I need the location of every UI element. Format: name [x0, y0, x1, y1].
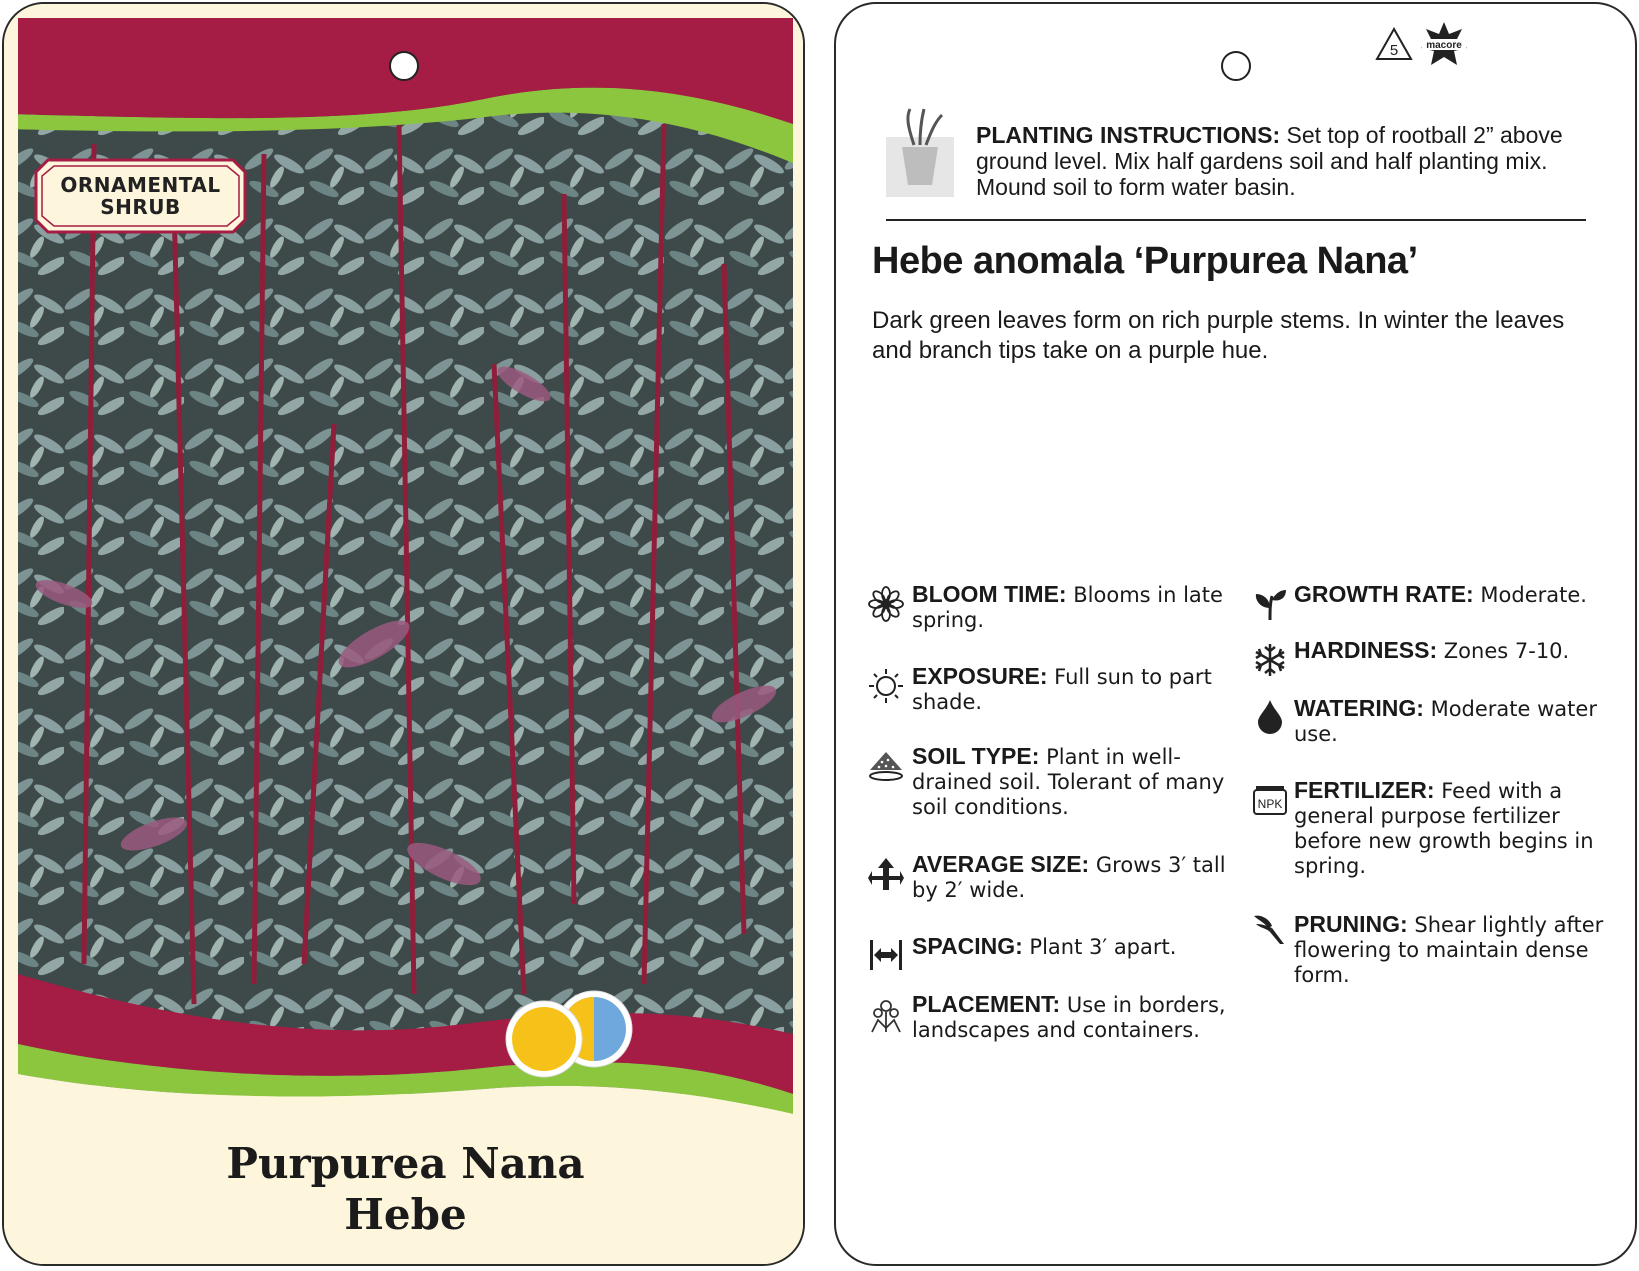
- spacing-attr: SPACING: Plant 3′ apart.: [912, 933, 1177, 959]
- pruners-icon: [1252, 910, 1288, 946]
- flower-icon: [868, 586, 904, 622]
- common-name-line1: Purpurea Nana: [226, 1139, 585, 1188]
- npk-icon: [1252, 780, 1288, 816]
- hang-hole: [389, 51, 419, 81]
- back-tag: [834, 2, 1637, 1266]
- spacing-icon: [868, 936, 904, 972]
- svg-text:NPK: NPK: [1257, 797, 1283, 811]
- watering-attr: WATERING: Moderate water use.: [1294, 695, 1597, 746]
- sun-icon: [868, 668, 904, 704]
- growth-rate-attr: GROWTH RATE: Moderate.: [1294, 581, 1587, 607]
- svg-text:5: 5: [1389, 42, 1399, 59]
- fertilizer-attr: FERTILIZER: Feed with a general purpose fertilizer before new growth begins in spring.: [1294, 777, 1594, 878]
- hang-hole: [1221, 51, 1251, 81]
- botanical-name: Hebe anomala ‘Purpurea Nana’: [872, 240, 1418, 282]
- pot-plant-icon: [884, 107, 956, 199]
- planting-label: PLANTING INSTRUCTIONS:: [976, 122, 1281, 148]
- placement-attr: PLACEMENT: Use in borders, landscapes and containers.: [912, 991, 1226, 1042]
- planting-instructions: [976, 122, 1586, 200]
- size-icon: [868, 856, 904, 892]
- placement-icon: [868, 998, 904, 1034]
- front-tag: [2, 2, 805, 1266]
- divider: [886, 219, 1586, 221]
- sun-exposure-icons: [499, 989, 639, 1079]
- soil-icon: [868, 748, 904, 784]
- soil-type-attr: SOIL TYPE: Plant in well-drained soil. Tolerant of many soil conditions.: [912, 743, 1225, 819]
- exposure-attr: EXPOSURE: Full sun to part shade.: [912, 663, 1212, 714]
- plant-description: Dark green leaves form on rich purple stems. In winter the leaves and branch tips take on a purple hue.: [872, 307, 1565, 364]
- category-badge: [34, 174, 247, 218]
- common-name-line2: Hebe: [344, 1190, 467, 1239]
- hardiness-attr: HARDINESS: Zones 7-10.: [1294, 637, 1570, 663]
- bloom-time-attr: BLOOM TIME: Blooms in late spring.: [912, 581, 1223, 632]
- planting-text: Set top of rootball 2” above ground level. Mix half gardens soil and half planting mix. Mound soil to form water basin.: [976, 122, 1563, 200]
- macore-logo-icon: [1419, 20, 1469, 68]
- recycle-icon: [1374, 26, 1414, 64]
- badge-line2: SHRUB: [100, 195, 181, 219]
- svg-text:macore: macore: [1426, 40, 1462, 51]
- average-size-attr: AVERAGE SIZE: Grows 3′ tall by 2′ wide.: [912, 851, 1226, 902]
- sprout-icon: [1252, 586, 1288, 622]
- full-sun-icon: [506, 1001, 582, 1077]
- water-drop-icon: [1252, 698, 1288, 734]
- badge-line1: ORNAMENTAL: [60, 173, 221, 197]
- snowflake-icon: [1252, 642, 1288, 678]
- pruning-attr: PRUNING: Shear lightly after flowering to maintain dense form.: [1294, 911, 1604, 987]
